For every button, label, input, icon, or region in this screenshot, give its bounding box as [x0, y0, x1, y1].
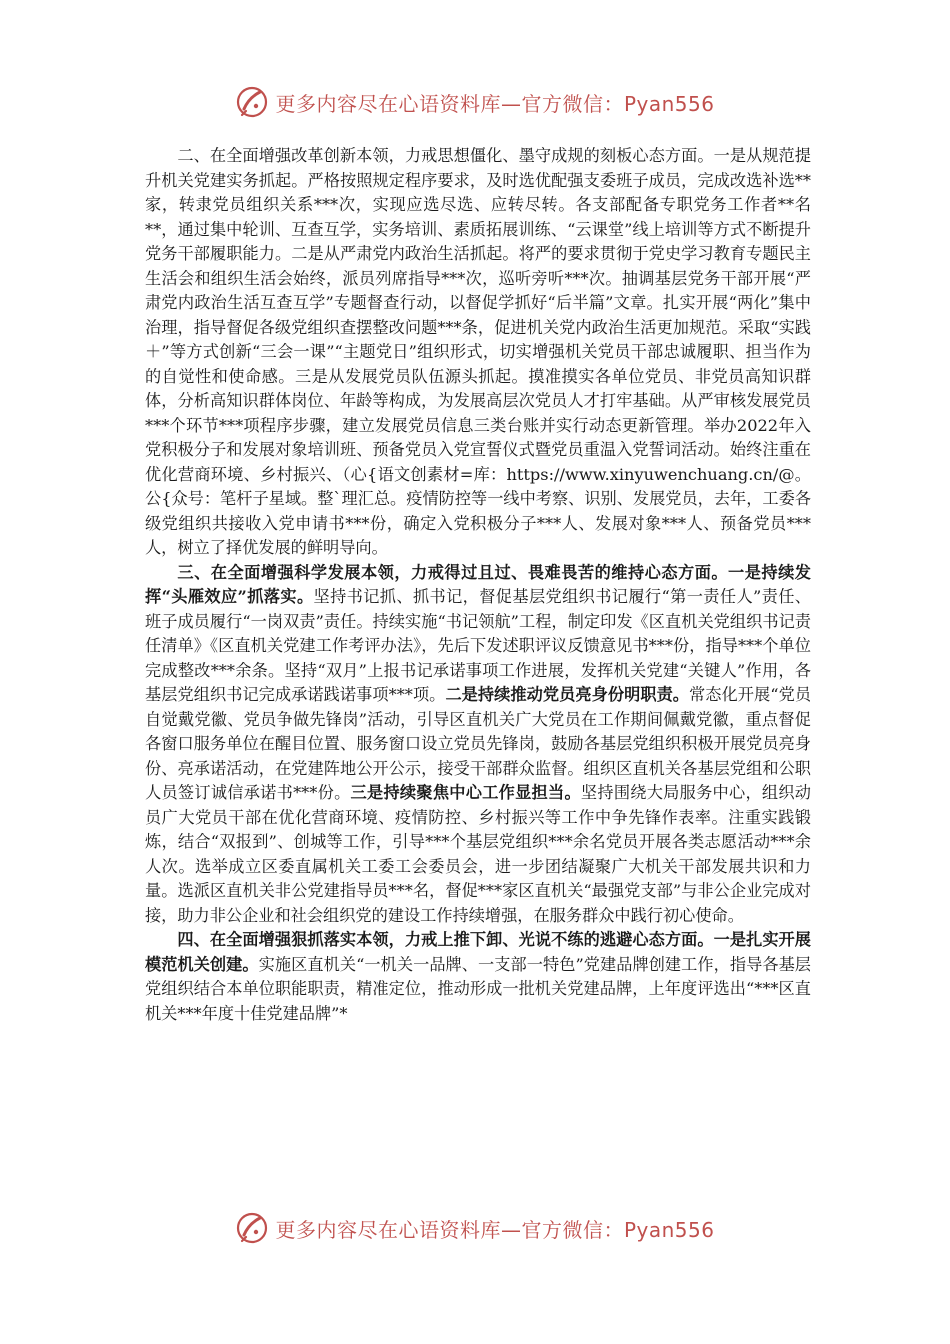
bold-heading-text: 四、在全面增强狠抓落实本领，力戒上推下卸、光说不练的逃避心态方面。一是扎实开展模范机关创建。: [145, 930, 811, 974]
paragraph-text: 二、在全面增强改革创新本领，力戒思想僵化、墨守成规的刻板心态方面。一是从规范提升机关党建实务抓起。严格按照规定程序要求，及时选优配强支委班子成员，完成改选补选**家，转隶党员组织关系***次，实现应选尽选、应转尽转。各支部配备专职党务工作者**名**，通过集中轮训、互查互学，实务培训、素质拓展训练、“云课堂”线上培训等方式不断提升党务干部履职能力。二是从严肃党内政治生活抓起。将严的要求贯彻于党史学习教育专题民主生活会和组织生活会始终，派员列席指导***次，巡听旁听***次。抽调基层党务干部开展“严肃党内政治生活互查互学”专题督查行动，以督促学抓好“后半篇”文章。扎实开展“两化”集中治理，指导督促各级党组织查摆整改问题***条，促进机关党内政治生活更加规范。采取“实践＋”等方式创新“三会一课”“主题党日”组织形式，切实增强机关党员干部忠诚履职、担当作为的自觉性和使命感。三是从发展党员队伍源头抓起。摸准摸实各单位党员、非党员高知识群体，分析高知识群体岗位、年龄等构成，为发展高层次党员人才打牢基础。从严审核发展党员***个环节***项程序步骤，建立发展党员信息三类台账并实行动态更新管理。举办2022年入党积极分子和发展对象培训班、预备党员入党宣誓仪式暨党员重温入党誓词活动。始终注重在优化营商环境、乡村振兴、（心{语文创素材=库：https://www.xinyuwenchuang.cn/@。公{众号：笔杆子星域。整`理汇总。疫情防控等一线中考察、识别、发展党员，去年，工委各级党组织共接收入党申请书***份，确定入党积极分子***人、发展对象***人、预备党员***人，树立了择优发展的鲜明导向。: [145, 146, 811, 557]
bold-heading-text: 二是持续推动党员亮身份明职责。: [445, 685, 690, 704]
banner-text: 更多内容尽在心语资料库—官方微信：Pyan556: [275, 91, 715, 116]
banner-text: 更多内容尽在心语资料库—官方微信：Pyan556: [275, 1217, 715, 1242]
paragraph-text: 常态化开展“党员自觉戴党徽、党员争做先锋岗”活动，引导区直机关广大党员在工作期间佩戴党徽，重点督促各窗口服务单位在醒目位置、服务窗口设立党员先锋岗，鼓励各基层党组织积极开展党员亮身份、亮承诺活动，在党建阵地公开公示，接受干部群众监督。组织区直机关各基层党组和公职人员签订诚信承诺书***份。: [145, 685, 812, 802]
paragraph-text: 坚持书记抓、抓书记，督促基层党组织书记履行“第一责任人”责任、班子成员履行“一岗双责”责任。持续实施“书记领航”工程，制定印发《区直机关党组织书记责任清单》《区直机关党建工作考评办法》，先后下发述职评议反馈意见书***份，指导***个单位完成整改***余条。坚持“双月”上报书记承诺事项工作进展，发挥机关党建“关键人”作用，各基层党组织书记完成承诺践诺事项***项。: [145, 587, 811, 704]
bold-heading-text: 三是持续聚焦中心工作显担当。: [350, 783, 581, 802]
header-banner: [0, 82, 950, 122]
document-body: [145, 144, 811, 1026]
pen-seal-icon: [235, 85, 269, 119]
bold-heading-text: 三、在全面增强科学发展本领，力戒得过且过、畏难畏苦的维持心态方面。一是持续发挥“头雁效应”抓落实。: [145, 562, 811, 606]
body-paragraph: [145, 144, 811, 561]
body-paragraph: [145, 928, 811, 1026]
pen-seal-icon: [235, 1211, 269, 1245]
paragraph-text: 坚持围绕大局服务中心，组织动员广大党员干部在优化营商环境、疫情防控、乡村振兴等工作中争先锋作表率。注重实践锻炼，结合“双报到”、创城等工作，引导***个基层党组织***余名党员开展各类志愿活动***余人次。选举成立区委直属机关工委工会委员会，进一步团结凝聚广大机关干部发展共识和力量。选派区直机关非公党建指导员***名，督促***家区直机关“最强党支部”与非公企业完成对接，助力非公企业和社会组织党的建设工作持续增强，在服务群众中践行初心使命。: [145, 783, 811, 925]
body-paragraph: [145, 561, 811, 929]
paragraph-text: 实施区直机关“一机关一品牌、一支部一特色”党建品牌创建工作，指导各基层党组织结合本单位职能职责，精准定位，推动形成一批机关党建品牌，上年度评选出“***区直机关***年度十佳党建品牌”*: [145, 954, 811, 1023]
footer-banner: [0, 1208, 950, 1248]
